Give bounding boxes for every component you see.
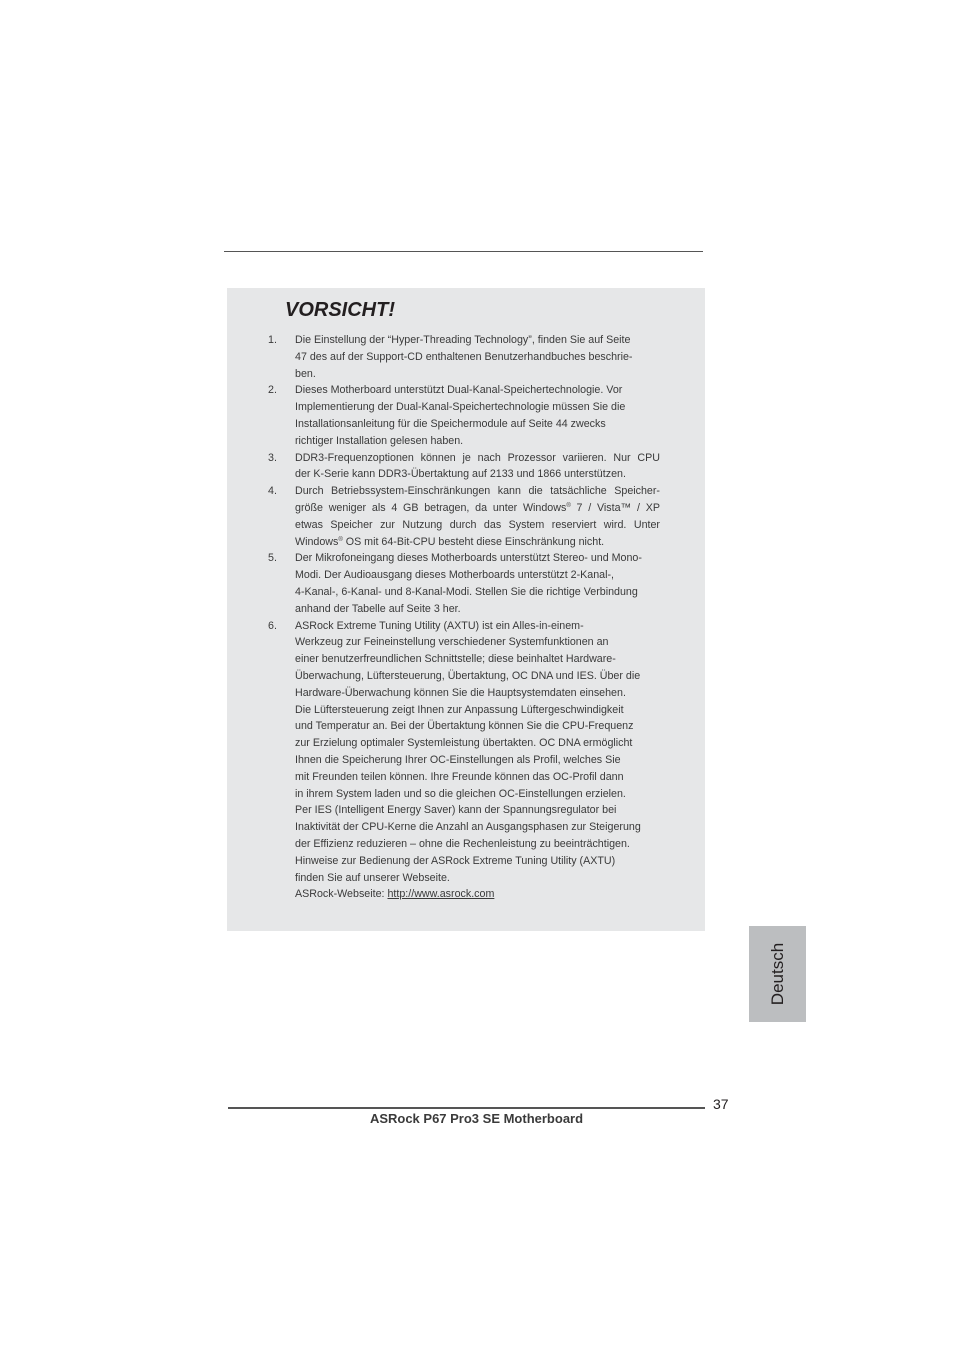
page-number: 37 <box>713 1096 729 1112</box>
bottom-rule <box>228 1107 705 1109</box>
text-fragment: 7 / Vista™ / XP <box>570 501 660 514</box>
item-number: 6. <box>268 619 277 632</box>
item-text <box>295 382 660 449</box>
text-line: ASRock Extreme Tuning Utility (AXTU) ist ein Alles-in-einem- <box>295 619 584 632</box>
text-line: mit Freunden teilen können. Ihre Freunde können das OC-Profil dann <box>295 770 624 783</box>
item-text <box>295 550 660 617</box>
text-line: 4-Kanal-, 6-Kanal- und 8-Kanal-Modi. Stellen Sie die richtige Verbindung <box>295 585 638 598</box>
text-line: Per IES (Intelligent Energy Saver) kann der Spannungsregulator bei <box>295 804 617 817</box>
text-fragment: Windows <box>295 535 339 548</box>
item-text <box>295 618 660 904</box>
list-item-2 <box>268 382 660 449</box>
item-number: 4. <box>268 485 277 498</box>
text-line: Implementierung der Dual-Kanal-Speichertechnologie müssen Sie die <box>295 401 626 414</box>
registered-mark: ® <box>338 536 343 543</box>
caution-title: VORSICHT! <box>285 299 395 321</box>
top-rule <box>224 251 703 252</box>
text-fragment: größe weniger als 4 GB betragen, da unter Windows <box>295 501 567 514</box>
text-line: Hardware-Überwachung können Sie die Hauptsystemdaten einsehen. <box>295 686 626 699</box>
item-text <box>295 450 660 484</box>
text-line: der Effizienz reduzieren – ohne die Rechenleistung zu beeinträchtigen. <box>295 837 630 850</box>
caution-list <box>268 332 660 903</box>
text-line: richtiger Installation gelesen haben. <box>295 434 464 447</box>
item-text <box>295 483 660 550</box>
text-line: anhand der Tabelle auf Seite 3 her. <box>295 602 461 615</box>
text-line: Werkzeug zur Feineinstellung verschiedener Systemfunktionen an <box>295 636 609 649</box>
website-link[interactable]: http://www.asrock.com <box>387 888 495 901</box>
text-line: Durch Betriebssystem-Einschränkungen kann die tatsächliche Speicher- <box>295 485 660 498</box>
language-tab <box>749 926 806 1022</box>
registered-mark: ® <box>566 502 571 509</box>
website-line <box>295 886 660 903</box>
text-line: Überwachung, Lüftersteuerung, Übertaktung, OC DNA und IES. Über die <box>295 669 641 682</box>
text-line <box>295 534 660 551</box>
language-tab-label: Deutsch <box>767 942 787 1006</box>
item-number: 1. <box>268 334 277 346</box>
text-line: der K-Serie kann DDR3-Übertaktung auf 2133 und 1866 unterstützen. <box>295 468 626 481</box>
text-line: finden Sie auf unserer Webseite. <box>295 871 450 884</box>
text-line: Dieses Motherboard unterstützt Dual-Kanal-Speichertechnologie. Vor <box>295 384 623 397</box>
text-line: Ihnen die Speicherung Ihrer OC-Einstellungen als Profil, welches Sie <box>295 753 621 766</box>
list-item-1 <box>268 332 660 382</box>
text-line: ben. <box>295 367 316 380</box>
item-text <box>295 332 660 382</box>
footer-title: ASRock P67 Pro3 SE Motherboard <box>369 1111 584 1126</box>
caution-box <box>227 288 705 931</box>
list-item-4 <box>268 483 660 550</box>
text-line: Inaktivität der CPU-Kerne die Anzahl an Ausgangsphasen zur Steigerung <box>295 821 641 834</box>
list-item-3 <box>268 450 660 484</box>
text-line: Hinweise zur Bedienung der ASRock Extreme Tuning Utility (AXTU) <box>295 854 616 867</box>
text-line: Installationsanleitung für die Speichermodule auf Seite 44 zwecks <box>295 417 606 430</box>
text-line: einer benutzerfreundlichen Schnittstelle; diese beinhaltet Hardware- <box>295 653 616 666</box>
text-line: DDR3-Frequenzoptionen können je nach Prozessor variieren. Nur CPU <box>295 451 660 464</box>
website-label: ASRock-Webseite: <box>295 888 388 901</box>
item-number: 3. <box>268 451 277 464</box>
item-number: 5. <box>268 552 277 565</box>
text-line: 47 des auf der Support-CD enthaltenen Benutzerhandbuches beschrie- <box>295 350 633 363</box>
text-line: zur Erzielung optimaler Systemleistung übertakten. OC DNA ermöglicht <box>295 737 633 750</box>
text-line: Der Mikrofoneingang dieses Motherboards unterstützt Stereo- und Mono- <box>295 552 642 565</box>
text-line: in ihrem System laden und so die gleichen OC-Einstellungen erzielen. <box>295 787 626 800</box>
list-item-6 <box>268 618 660 904</box>
text-line: Die Lüftersteuerung zeigt Ihnen zur Anpassung Lüftergeschwindigkeit <box>295 703 624 716</box>
list-item-5 <box>268 550 660 617</box>
text-line: Die Einstellung der “Hyper-Threading Technology”, finden Sie auf Seite <box>295 334 631 346</box>
text-line: Modi. Der Audioausgang dieses Motherboards unterstützt 2-Kanal-, <box>295 569 615 582</box>
text-fragment: OS mit 64-Bit-CPU besteht diese Einschränkung nicht. <box>342 535 605 548</box>
text-line <box>295 500 660 517</box>
item-number: 2. <box>268 384 277 397</box>
text-line: etwas Speicher zur Nutzung durch das System reserviert wird. Unter <box>295 518 660 531</box>
text-line: und Temperatur an. Bei der Übertaktung können Sie die CPU-Frequenz <box>295 720 634 733</box>
